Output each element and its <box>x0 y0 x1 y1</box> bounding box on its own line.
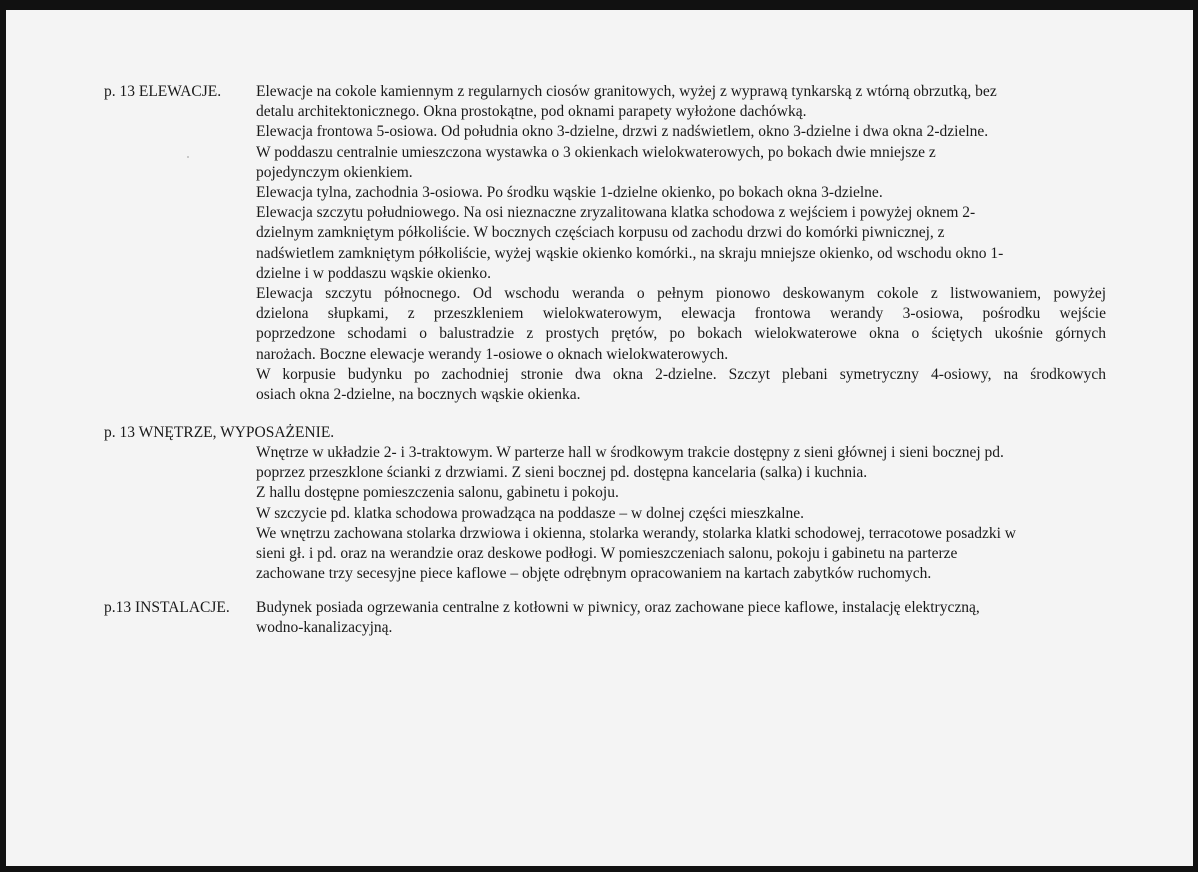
section-body-elewacje <box>256 82 1106 405</box>
text-line: osiach okna 2-dzielne, na bocznych wąskie okienka. <box>256 386 581 404</box>
text-line: zachowane trzy secesyjne piece kaflowe – objęte odrębnym opracowaniem na kartach zabytków ruchomych. <box>256 565 932 583</box>
text-line: We wnętrzu zachowana stolarka drzwiowa i okienna, stolarka werandy, stolarka klatki schodowej, terracotowe posadzki w <box>256 524 1016 542</box>
document-page <box>6 10 1193 866</box>
section-label-wnetrze: p. 13 WNĘTRZE, WYPOSAŻENIE. <box>104 424 335 441</box>
text-line: Elewacja szczytu północnego. Od wschodu weranda o pełnym pionowo deskowanym cokole z listwowaniem, powyżej <box>256 285 1106 303</box>
paper-speck <box>187 156 189 158</box>
text-line: detalu architektonicznego. Okna prostokątne, pod oknami parapety wyłożone dachówką. <box>256 103 807 121</box>
text-line: wodno-kanalizacyjną. <box>256 619 393 637</box>
text-line: W szczycie pd. klatka schodowa prowadząca na poddasze – w dolnej części mieszkalne. <box>256 504 805 522</box>
text-line: narożach. Boczne elewacje werandy 1-osiowe o oknach wielokwaterowych. <box>256 345 729 363</box>
text-line: Elewacje na cokole kamiennym z regularnych ciosów granitowych, wyżej z wyprawą tynkarską z wtórną obrzutką, bez <box>256 83 997 100</box>
section-body-instalacje <box>256 598 1106 638</box>
text-line: sieni gł. i pd. oraz na werandzie oraz deskowe podłogi. W pomieszczeniach salonu, pokoju i gabinetu na parterze <box>256 545 958 563</box>
text-line: Wnętrze w układzie 2- i 3-traktowym. W parterze hall w środkowym trakcie dostępny z sieni głównej i sieni bocznej pd. <box>256 444 1004 461</box>
text-line: Elewacja frontowa 5-osiowa. Od południa okno 3-dzielne, drzwi z nadświetlem, okno 3-dzielne i dwa okna 2-dzielne. <box>256 123 989 141</box>
text-line: W poddaszu centralnie umieszczona wystawka o 3 okienkach wielokwaterowych, po bokach dwie mniejsze z <box>256 143 936 161</box>
text-line: W korpusie budynku po zachodniej stronie dwa okna 2-dzielne. Szczyt plebani symetryczny 4-osiowy, na środkowych <box>256 365 1106 383</box>
text-line: Z hallu dostępne pomieszczenia salonu, gabinetu i pokoju. <box>256 484 619 502</box>
section-label-instalacje: p.13 INSTALACJE. <box>104 599 230 616</box>
text-line: dzielnym zamkniętym półkoliście. W bocznych częściach korpusu od zachodu drzwi do komórki piwnicznej, z <box>256 224 945 242</box>
text-line: poprzez przeszklone ścianki z drzwiami. Z sieni bocznej pd. dostępna kancelaria (salka) i kuchnia. <box>256 464 868 482</box>
text-line: Budynek posiada ogrzewania centralne z kotłowni w piwnicy, oraz zachowane piece kaflowe, instalację elektryczną, <box>256 599 980 616</box>
section-body-wnetrze <box>256 443 1106 584</box>
text-line: nadświetlem zamkniętym półkoliście, wyżej wąskie okienko komórki., na skraju mniejsze okienko, od wschodu okno 1- <box>256 244 1004 262</box>
section-label-elewacje: p. 13 ELEWACJE. <box>104 83 222 100</box>
text-line: dzielona słupkami, z przeszkleniem wielokwaterowym, elewacja frontowa werandy 3-osiowa, pośrodku wejście <box>256 305 1106 323</box>
text-line: Elewacja szczytu południowego. Na osi nieznaczne zryzalitowana klatka schodowa z wejściem i powyżej oknem 2- <box>256 204 976 222</box>
text-line: poprzedzone schodami o balustradzie z prostych prętów, po bokach wielokwaterowe okna o ściętych ukośnie górnych <box>256 325 1106 343</box>
text-line: Elewacja tylna, zachodnia 3-osiowa. Po środku wąskie 1-dzielne okienko, po bokach okna 3-dzielne. <box>256 184 883 202</box>
text-line: pojedynczym okienkiem. <box>256 163 413 181</box>
text-line: dzielne i w poddaszu wąskie okienko. <box>256 264 492 282</box>
